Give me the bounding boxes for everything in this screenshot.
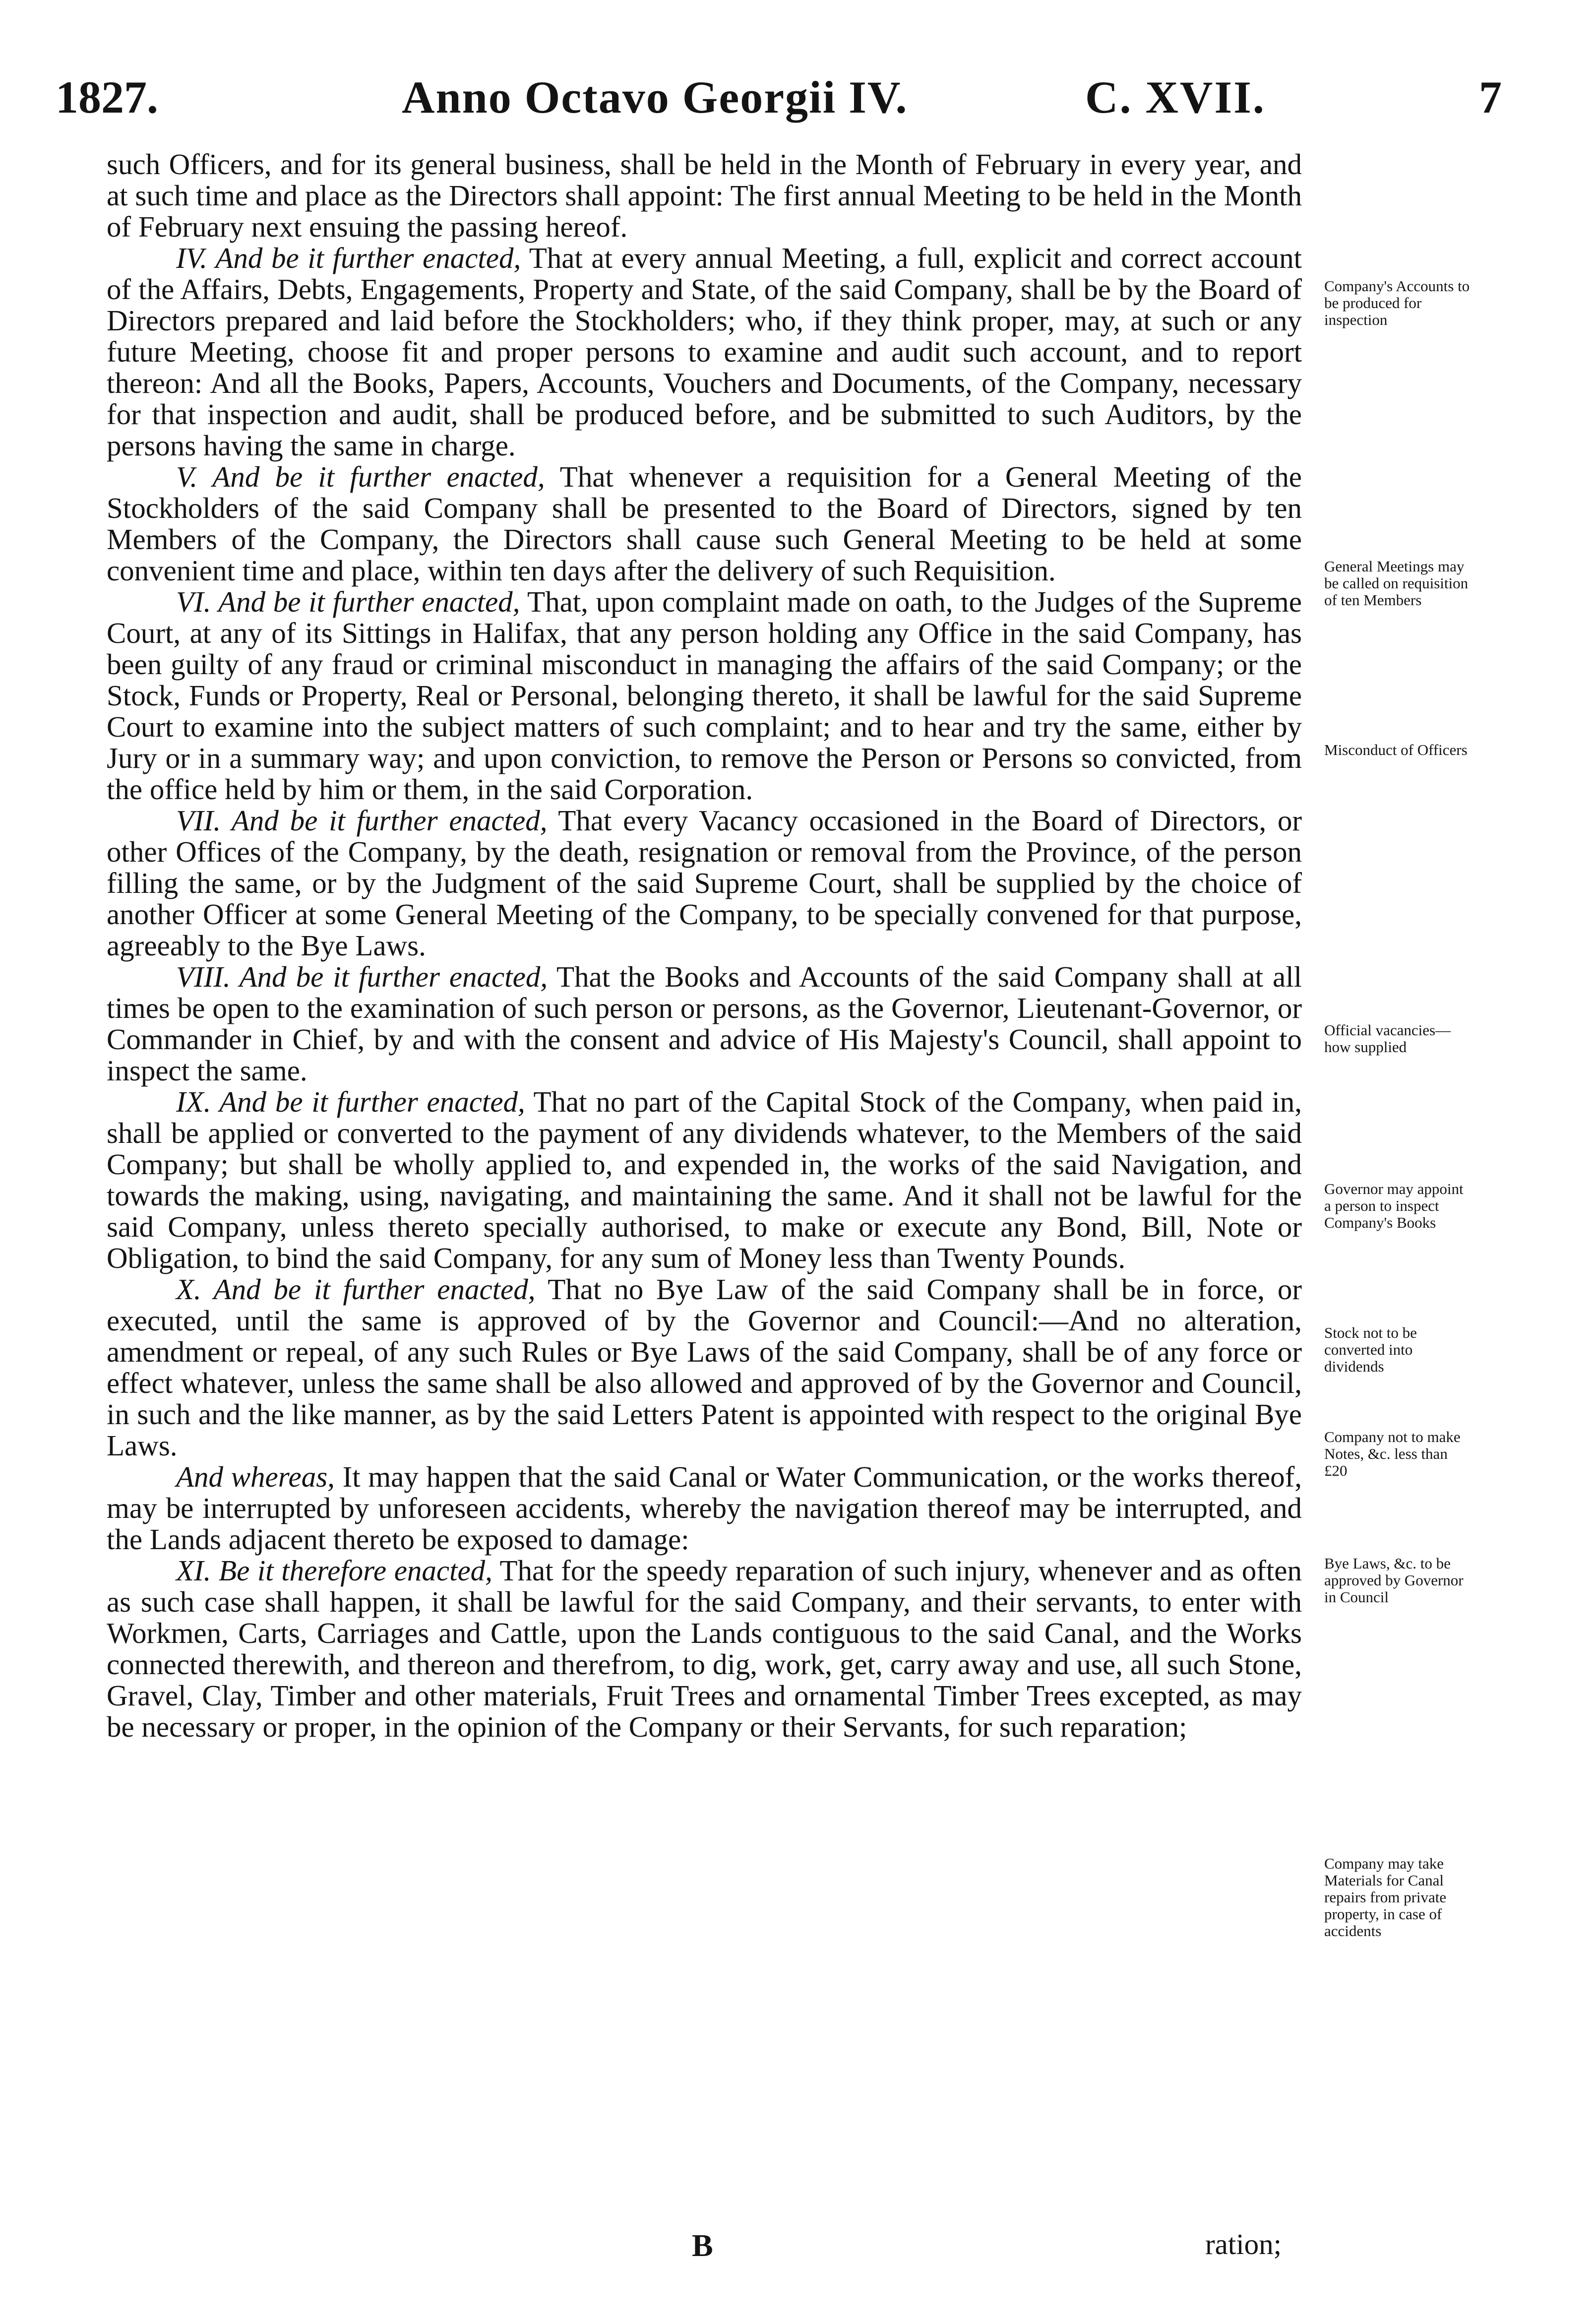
margin-note-inspect-books: Governor may appoint a person to inspect Company's Books	[1324, 1180, 1464, 1231]
margin-note-vacancies: Official vacancies—how supplied	[1324, 1021, 1451, 1056]
section-lead: IX. And be it further enacted,	[176, 1085, 525, 1118]
section-text: That the Books and Accounts of the said Company shall at all times be open to the examination of such person or persons, as the Governor, Lieutenant-Governor, or Commander in Chief, by and with the consent and advice of His Majesty's Council, shall appoint to inspect the same.	[107, 960, 1302, 1087]
section-lead: XI. Be it therefore enacted,	[176, 1554, 492, 1587]
signature-mark: B	[692, 2228, 713, 2263]
section-v	[107, 461, 1302, 586]
section-lead: V. And be it further enacted,	[176, 460, 545, 493]
page-footer	[0, 2227, 1596, 2267]
section-text: That no Bye Law of the said Company shall be in force, or executed, until the same is approved of by the Governor and Council:—And no alteration, amendment or repeal, of any such Rules or Bye Laws of the said Company, shall be of any force or effect whatever, unless the same shall be also allowed and approved of by the Governor and Council, in such and the like manner, as by the said Letters Patent is appointed with respect to the original Bye Laws.	[107, 1273, 1302, 1462]
section-viii	[107, 961, 1302, 1086]
section-lead: VII. And be it further enacted,	[176, 804, 548, 837]
section-x	[107, 1274, 1302, 1461]
section-text: That whenever a requisition for a General Meeting of the Stockholders of the said Company shall be presented to the Board of Directors, signed by ten Members of the Company, the Directors shall cause such General Meeting to be held at some convenient time and place, within ten days after the delivery of such Requisition.	[107, 460, 1302, 587]
section-vii	[107, 805, 1302, 961]
margin-note-bye-laws: Bye Laws, &c. to be approved by Governor in Council	[1324, 1555, 1464, 1606]
page-number: 7	[1479, 72, 1502, 123]
margin-note-misconduct: Misconduct of Officers	[1324, 741, 1468, 758]
section-xi	[107, 1555, 1302, 1743]
recital-lead: And whereas,	[176, 1460, 335, 1493]
section-text: That every Vacancy occasioned in the Board of Directors, or other Offices of the Company, by the death, resignation or removal from the Province, of the person filling the same, or by the Judgment of the said Supreme Court, shall be supplied by the choice of another Officer at some General Meeting of the Company, to be specially convened for that purpose, agreeably to the Bye Laws.	[107, 804, 1302, 962]
statute-body	[107, 149, 1302, 1743]
catchword: ration;	[1205, 2228, 1282, 2260]
section-lead: X. And be it further enacted,	[176, 1273, 536, 1306]
section-ix	[107, 1086, 1302, 1274]
section-lead: VI. And be it further enacted,	[176, 585, 520, 618]
section-text: That, upon complaint made on oath, to the Judges of the Supreme Court, at any of its Sittings in Halifax, that any person holding any Office in the said Company, has been guilty of any fraud or criminal misconduct in managing the affairs of the said Company; or the Stock, Funds or Property, Real or Personal, belonging thereto, it shall be lawful for the said Supreme Court to examine into the subject matters of such complaint; and to hear and try the same, either by Jury or in a summary way; and upon conviction, to remove the Person or Persons so convicted, from the office held by him or them, in the said Corporation.	[107, 585, 1302, 806]
recital-paragraph	[107, 1461, 1302, 1555]
running-header	[0, 74, 1596, 134]
header-year: 1827.	[56, 72, 158, 123]
margin-note-dividends: Stock not to be converted into dividends	[1324, 1324, 1417, 1375]
section-text: That for the speedy reparation of such injury, whenever and as often as such case shall happen, it shall be lawful for the said Company, and their servants, to enter with Workmen, Carts, Carriages and Cattle, upon the Lands contiguous to the said Canal, and the Works connected therewith, and thereon and therefrom, to dig, work, get, carry away and use, all such Stone, Gravel, Clay, Timber and other materials, Fruit Trees and ornamental Timber Trees excepted, as may be necessary or proper, in the opinion of the Company or their Servants, for such reparation;	[107, 1554, 1302, 1743]
margin-note-accounts: Company's Accounts to be produced for inspection	[1324, 277, 1470, 328]
section-lead: IV. And be it further enacted,	[176, 242, 521, 274]
header-chapter: C. XVII.	[1085, 72, 1266, 123]
section-text: That no part of the Capital Stock of the Company, when paid in, shall be applied or converted to the payment of any dividends whatever, to the Members of the said Company; but shall be wholly applied to, and expended in, the works of the said Navigation, and towards the making, using, navigating, and maintaining the same. And it shall not be lawful for the said Company, unless thereto specially authorised, to make or execute any Bond, Bill, Note or Obligation, to bind the said Company, for any sum of Money less than Twenty Pounds.	[107, 1085, 1302, 1274]
section-vi	[107, 586, 1302, 805]
section-lead: VIII. And be it further enacted,	[176, 960, 548, 993]
margin-note-general-meetings: General Meetings may be called on requisition of ten Members	[1324, 558, 1469, 609]
margin-note-notes-limit: Company not to make Notes, &c. less than £20	[1324, 1428, 1461, 1479]
paragraph-continuation	[107, 149, 1302, 243]
section-text: That at every annual Meeting, a full, explicit and correct account of the Affairs, Debts, Engagements, Property and State, of the said Company, shall be by the Board of Directors prepared and laid before the Stockholders; who, if they think proper, may, at such or any future Meeting, choose fit and proper persons to examine and audit such account, and to report thereon: And all the Books, Papers, Accounts, Vouchers and Documents, of the Company, necessary for that inspection and audit, shall be produced before, and be submitted to such Auditors, by the persons having the same in charge.	[107, 242, 1302, 462]
paragraph-text: such Officers, and for its general business, shall be held in the Month of February in every year, and at such time and place as the Directors shall appoint: The first annual Meeting to be held in the Month of February next ensuing the passing hereof.	[107, 148, 1302, 243]
section-iv	[107, 243, 1302, 461]
recital-text: It may happen that the said Canal or Water Communication, or the works thereof, may be interrupted by unforeseen accidents, whereby the navigation thereof may be interrupted, and the Lands adjacent thereto be exposed to damage:	[107, 1460, 1302, 1556]
header-title: Anno Octavo Georgii IV.	[402, 72, 908, 123]
margin-note-materials: Company may take Materials for Canal repairs from private property, in case of accidents	[1324, 1855, 1447, 1940]
